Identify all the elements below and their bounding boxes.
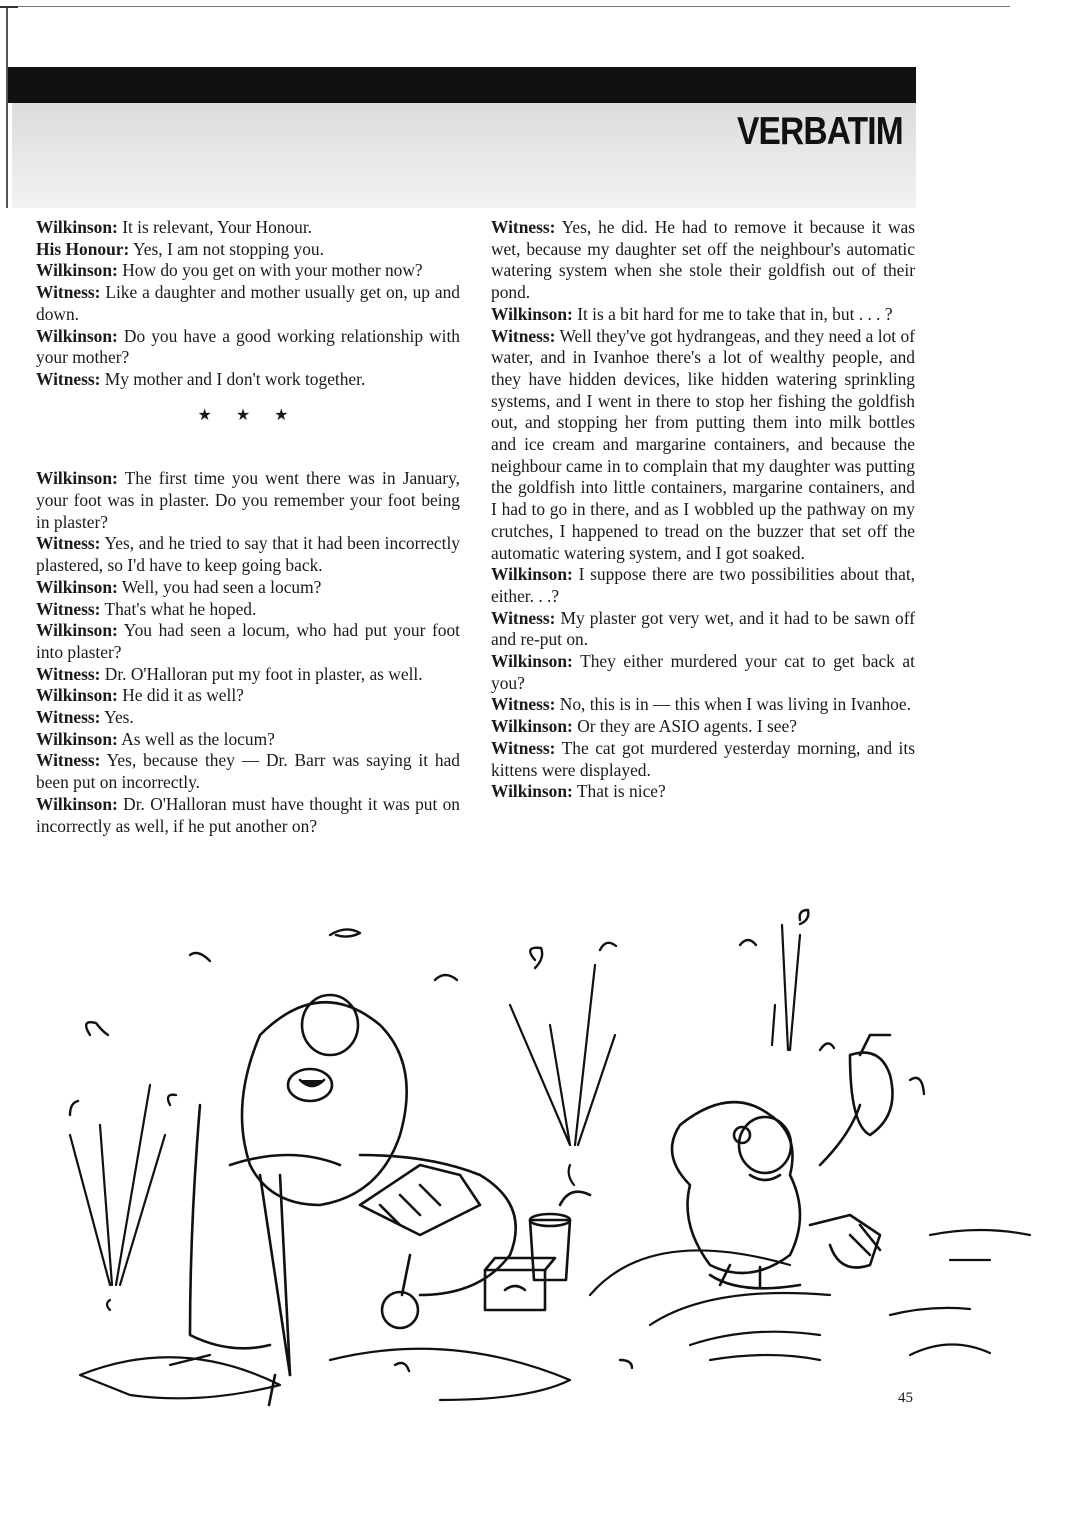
speaker-label: Witness: — [36, 663, 101, 684]
spoken-text: My mother and I don't work together. — [100, 368, 366, 389]
spoken-text: Well they've got hydrangeas, and they need a lot of water, and in Ivanhoe there's a lot of wealthy people, and they have hidden devices, like hidden watering sprinkling systems, and I went in there to stop her fishing the goldfish out, and stopping her from putting them into milk bottles and ice cream and margarine containers, and because the neighbour came in to complain that my daughter was putting the goldfish into little containers, margarine containers, and I had to go in there, and as I wobbled up the pathway on my crutches, I happened to tread on the buzzer that set off the automatic watering system, and I got soaked. — [491, 325, 915, 563]
transcript-line — [36, 577, 460, 599]
spoken-text: Yes, I am not stopping you. — [129, 238, 324, 259]
section-separator: ★ ★ ★ — [197, 406, 299, 424]
spoken-text: You had seen a locum, who had put your foot into plaster? — [36, 620, 460, 662]
spoken-text: The first time you went there was in January, your foot was in plaster. Do you remember your foot being in plaster? — [36, 468, 460, 532]
containers — [485, 1192, 590, 1310]
spoken-text: Dr. O'Halloran must have thought it was put on incorrectly as well, if he put another on? — [36, 793, 460, 836]
transcript-line — [36, 468, 460, 533]
ground-lines — [80, 1230, 1030, 1400]
transcript-line — [36, 707, 460, 729]
spoken-text: That's what he hoped. — [100, 598, 257, 619]
spoken-text: Well, you had seen a locum? — [117, 576, 322, 597]
section-title: VERBATIM — [737, 110, 903, 153]
speaker-label: His Honour: — [36, 238, 130, 259]
speaker-label: Wilkinson: — [491, 781, 573, 802]
spoken-text: That is nice? — [572, 781, 666, 802]
transcript-line — [36, 217, 460, 239]
speaker-label: Wilkinson: — [36, 793, 118, 814]
transcript-line — [491, 217, 915, 304]
left-column — [36, 217, 460, 837]
transcript-line — [491, 326, 915, 565]
speaker-label: Witness: — [36, 282, 101, 303]
transcript-line — [491, 781, 915, 803]
speaker-label: Wilkinson: — [36, 576, 118, 597]
page-number: 45 — [898, 1390, 913, 1406]
transcript-line — [36, 282, 460, 325]
transcript-line — [491, 304, 915, 326]
spoken-text: Yes. — [100, 707, 134, 728]
spoken-text: Dr. O'Halloran put my foot in plaster, as well. — [100, 663, 423, 684]
speaker-label: Wilkinson: — [36, 728, 118, 749]
transcript-line — [491, 651, 915, 694]
spoken-text: How do you get on with your mother now? — [117, 260, 423, 281]
transcript-line — [491, 608, 915, 651]
transcript-line — [491, 694, 915, 716]
spoken-text: As well as the locum? — [117, 728, 275, 749]
transcript-line — [36, 685, 460, 707]
speaker-label: Witness: — [36, 368, 101, 389]
speaker-label: Witness: — [491, 607, 556, 628]
transcript-block-2 — [36, 468, 460, 837]
speaker-label: Witness: — [36, 533, 101, 554]
transcript-line — [36, 620, 460, 663]
speaker-label: Wilkinson: — [491, 564, 573, 585]
transcript-line — [36, 260, 460, 282]
speaker-label: Witness: — [36, 598, 101, 619]
corner-mark — [0, 6, 18, 8]
transcript-line — [36, 326, 460, 369]
spoken-text: It is a bit hard for me to take that in, but . . . ? — [572, 303, 893, 324]
transcript-line — [36, 750, 460, 793]
header-band — [8, 67, 916, 103]
spoken-text: He did it as well? — [117, 685, 244, 706]
spoken-text: Yes, because they — Dr. Barr was saying it had been put on incorrectly. — [36, 750, 460, 793]
spoken-text: Do you have a good working relationship with your mother? — [36, 325, 460, 368]
right-column — [491, 217, 915, 803]
transcript-line — [491, 738, 915, 781]
transcript-line — [36, 533, 460, 576]
transcript-line — [491, 564, 915, 607]
speaker-label: Wilkinson: — [36, 217, 118, 237]
transcript-block-1 — [36, 217, 460, 391]
woman-on-crutches — [190, 995, 516, 1405]
transcript-line — [36, 794, 460, 837]
speaker-label: Witness: — [36, 750, 101, 771]
spoken-text: The cat got murdered yesterday morning, and its kittens were displayed. — [491, 737, 915, 780]
spoken-text: Yes, he did. He had to remove it because it was wet, because my daughter set off the neighbour's automatic watering system when she stole their goldfish out of their pond. — [491, 217, 915, 303]
transcript-line — [491, 716, 915, 738]
transcript-line — [36, 369, 460, 391]
spoken-text: No, this is in — this when I was living in Ivanhoe. — [555, 694, 911, 715]
speaker-label: Witness: — [491, 694, 556, 715]
spoken-text: Or they are ASIO agents. I see? — [572, 716, 797, 737]
speaker-label: Wilkinson: — [491, 651, 573, 672]
spoken-text: I suppose there are two possibilities about that, either. . .? — [491, 564, 915, 606]
spoken-text: Yes, and he tried to say that it had been incorrectly plastered, so I'd have to keep going back. — [36, 533, 460, 576]
transcript-line — [36, 664, 460, 686]
speaker-label: Witness: — [36, 707, 101, 728]
speaker-label: Wilkinson: — [491, 303, 573, 324]
transcript-line — [36, 599, 460, 621]
transcript-line — [36, 729, 460, 751]
transcript-line — [36, 239, 460, 261]
speaker-label: Wilkinson: — [36, 685, 118, 706]
speaker-label: Witness: — [491, 325, 556, 346]
spoken-text: Like a daughter and mother usually get on, up and down. — [36, 282, 460, 324]
speaker-label: Wilkinson: — [36, 325, 118, 346]
speaker-label: Wilkinson: — [36, 620, 118, 641]
spoken-text: It is relevant, Your Honour. — [117, 217, 313, 237]
speaker-label: Wilkinson: — [36, 260, 118, 281]
spoken-text: My plaster got very wet, and it had to be sawn off and re-put on. — [491, 607, 915, 650]
speaker-label: Wilkinson: — [36, 468, 118, 489]
top-rule — [0, 6, 1010, 7]
speaker-label: Witness: — [491, 217, 556, 237]
speaker-label: Witness: — [491, 737, 556, 758]
speaker-label: Wilkinson: — [491, 716, 573, 737]
spoken-text: They either murdered your cat to get back at you? — [491, 651, 915, 693]
left-binding-rule — [6, 8, 8, 208]
cartoon-illustration — [30, 905, 1040, 1435]
